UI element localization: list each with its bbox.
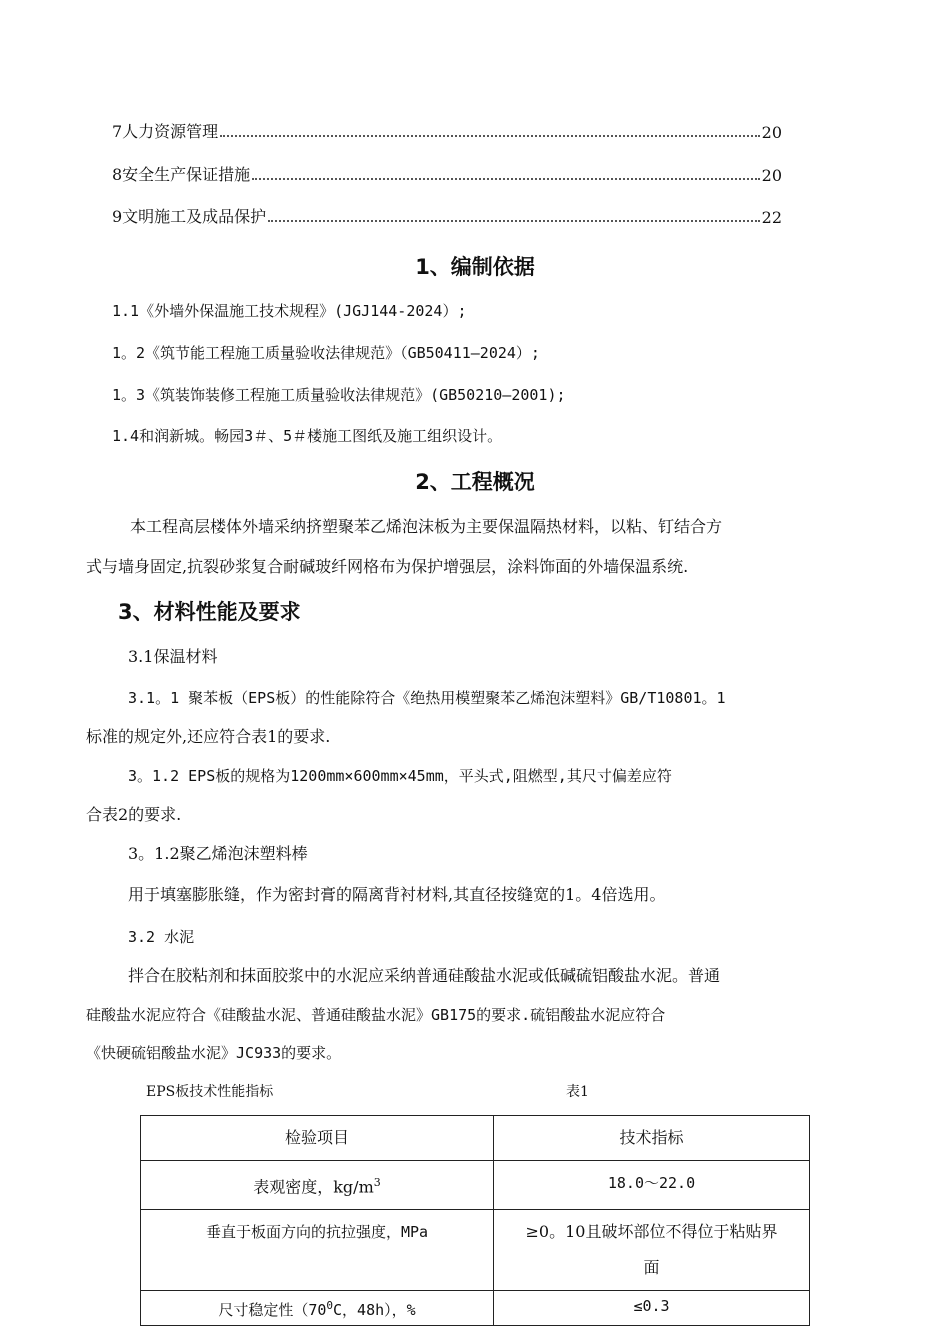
paragraph-line: 硅酸盐水泥应符合《硅酸盐水泥、普通硅酸盐水泥》GB175的要求.硫铝酸盐水泥应符合 <box>86 1006 666 1024</box>
table-row <box>141 1161 810 1210</box>
table-cell-value: 18.0～22.0 <box>494 1161 810 1210</box>
paragraph-line: 本工程高层楼体外墙采纳挤塑聚苯乙烯泡沫板为主要保温隔热材料，以粘、钉结合方 <box>130 517 723 536</box>
value-line: ≥0。10且破坏部位不得位于粘贴界 <box>525 1222 778 1242</box>
paragraph-line: 3.1。1 聚苯板（EPS板）的性能除符合《绝热用模塑聚苯乙烯泡沫塑料》GB/T10801。1 <box>128 689 726 707</box>
toc-leader <box>252 178 759 180</box>
toc-leader <box>220 135 759 137</box>
toc-entry[interactable] <box>112 161 782 185</box>
table-caption: EPS板技术性能指标 <box>146 1084 274 1100</box>
table-cell-item: 垂直于板面方向的抗拉强度，MPa <box>141 1210 494 1291</box>
paragraph-line: 拌合在胶粘剂和抹面胶浆中的水泥应采纳普通硅酸盐水泥或低碱硫铝酸盐水泥。普通 <box>128 966 721 985</box>
toc-entry[interactable] <box>112 118 782 142</box>
table-header-row <box>141 1116 810 1161</box>
toc-label: 9文明施工及成品保护 <box>112 207 267 226</box>
subsection-title: 3.1保温材料 <box>128 647 218 666</box>
table-row <box>141 1291 810 1326</box>
section-heading: 2、工程概况 <box>415 470 535 494</box>
table-cell-value <box>494 1210 810 1291</box>
table-number: 表1 <box>566 1084 589 1100</box>
paragraph-line: 标准的规定外,还应符合表1的要求. <box>86 727 331 746</box>
toc-label: 8安全生产保证措施 <box>112 165 251 184</box>
reference-item: 1.4和润新城。畅园3＃、5＃楼施工图纸及施工组织设计。 <box>112 427 503 445</box>
reference-item: 1。2《筑节能工程施工质量验收法律规范》（GB50411—2024）; <box>112 344 540 362</box>
toc-entry[interactable] <box>112 203 782 227</box>
item-text: 表观密度，kg/m <box>253 1177 374 1197</box>
paragraph-line: 式与墙身固定,抗裂砂浆复合耐碱玻纤网格布为保护增强层，涂料饰面的外墙保温系统. <box>86 557 689 576</box>
toc-page-number: 20 <box>761 166 782 185</box>
paragraph-line: 《快硬硫铝酸盐水泥》JC933的要求。 <box>86 1044 342 1062</box>
table-header-cell: 检验项目 <box>141 1116 494 1161</box>
toc-page-number: 22 <box>761 208 782 227</box>
value-line: 面 <box>643 1258 660 1278</box>
reference-item: 1。3《筑装饰装修工程施工质量验收法律规范》(GB50210—2001); <box>112 386 566 404</box>
subsection-title: 3.2 水泥 <box>128 928 195 946</box>
toc-label: 7人力资源管理 <box>112 122 219 141</box>
section-heading: 3、材料性能及要求 <box>118 600 301 624</box>
item-text: C，48h），% <box>333 1301 416 1320</box>
eps-spec-table <box>140 1115 810 1326</box>
reference-item: 1.1《外墙外保温施工技术规程》(JGJ144-2024）; <box>112 302 467 320</box>
toc-leader <box>268 220 759 222</box>
superscript: 3 <box>373 1176 381 1189</box>
table-row <box>141 1210 810 1291</box>
item-text: 尺寸稳定性（70 <box>218 1301 327 1320</box>
table-cell-value: ≤0.3 <box>494 1291 810 1326</box>
subsection-title: 3。1.2聚乙烯泡沫塑料棒 <box>128 844 308 863</box>
paragraph-line: 合表2的要求. <box>86 805 182 824</box>
toc-page-number: 20 <box>761 123 782 142</box>
section-heading: 1、编制依据 <box>415 255 535 279</box>
paragraph-line: 用于填塞膨胀缝，作为密封膏的隔离背衬材料,其直径按缝宽的1。4倍选用。 <box>128 885 666 904</box>
table-cell-item <box>141 1161 494 1210</box>
paragraph-line: 3。1.2 EPS板的规格为1200mm×600mm×45mm，平头式,阻燃型,其尺寸偏差应符 <box>128 767 672 785</box>
table-cell-item <box>141 1291 494 1326</box>
superscript: 0 <box>326 1299 334 1313</box>
table-header-cell: 技术指标 <box>494 1116 810 1161</box>
